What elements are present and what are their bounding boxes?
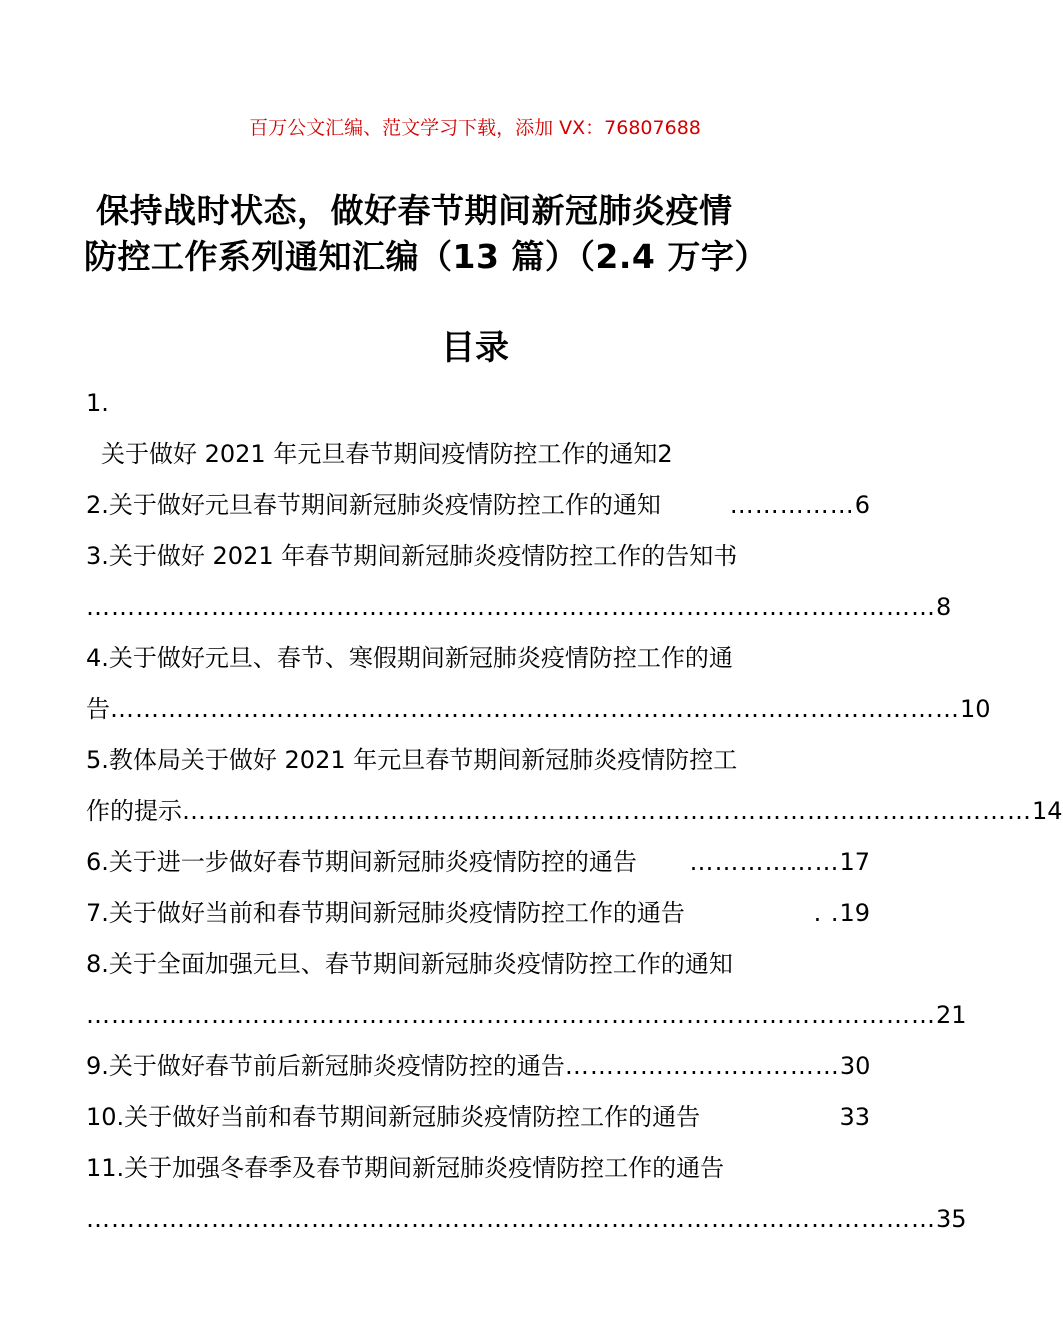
- toc-entry-10[interactable]: [86, 1092, 870, 1143]
- leader-dots: …………………………………………………………………………………………: [86, 593, 936, 621]
- toc-entry-1-number[interactable]: 1.: [86, 389, 109, 417]
- title-line-1: 保持战时状态，做好春节期间新冠肺炎疫情: [96, 191, 733, 230]
- toc-entry-4[interactable]: [86, 633, 870, 684]
- document-title: [84, 188, 874, 280]
- toc-entry-text: 5.教体局关于做好 2021 年元旦春节期间新冠肺炎疫情防控工: [86, 746, 738, 774]
- leader-dots: ……………………………: [564, 1052, 840, 1080]
- leader-dots: …………………………………………………………………………………………: [86, 1205, 936, 1233]
- leader-dots: …………………………………………………………………………………………: [110, 695, 960, 723]
- page-number: 8: [936, 593, 952, 621]
- toc-entry-5-continuation[interactable]: [86, 786, 1063, 837]
- page-number: 17: [839, 848, 870, 876]
- toc-entry-5[interactable]: [86, 735, 870, 786]
- toc-entry-6[interactable]: [86, 837, 870, 888]
- page-number: 35: [936, 1205, 967, 1233]
- toc-entry-text: 9.关于做好春节前后新冠肺炎疫情防控的通告: [86, 1052, 565, 1080]
- toc-entry-3-continuation[interactable]: [86, 582, 952, 633]
- toc-entry-7[interactable]: [86, 888, 870, 939]
- toc-entry-text: 4.关于做好元旦、春节、寒假期间新冠肺炎疫情防控工作的通: [86, 644, 733, 672]
- toc-entry-2[interactable]: [86, 480, 870, 531]
- page-number: 6: [854, 491, 870, 519]
- toc-entry-3[interactable]: [86, 531, 870, 582]
- header-banner: 百万公文汇编、范文学习下载，添加 VX：76807688: [249, 117, 701, 139]
- page-number: 30: [839, 1052, 871, 1080]
- toc-entry-text: 7.关于做好当前和春节期间新冠肺炎疫情防控工作的通告: [86, 899, 685, 927]
- page-number: 10: [960, 695, 991, 723]
- toc-entry-text: 3.关于做好 2021 年春节期间新冠肺炎疫情防控工作的告知书: [86, 542, 738, 570]
- table-of-contents: [86, 378, 1063, 1245]
- toc-entry-text-continued: 作的提示: [86, 797, 182, 825]
- toc-entry-9[interactable]: [86, 1041, 870, 1092]
- page-number: 33: [839, 1103, 870, 1131]
- page-number: 21: [936, 1001, 967, 1029]
- toc-entry-text: 11.关于加强冬春季及春节期间新冠肺炎疫情防控工作的通告: [86, 1154, 725, 1182]
- toc-entry-1[interactable]: 关于做好 2021 年元旦春节期间疫情防控工作的通知2: [101, 440, 673, 468]
- toc-entry-11[interactable]: [86, 1143, 870, 1194]
- toc-entry-text-continued: 告: [86, 695, 110, 723]
- toc-entry-text: 2.关于做好元旦春节期间新冠肺炎疫情防控工作的通知: [86, 491, 661, 519]
- toc-entry-text: 10.关于做好当前和春节期间新冠肺炎疫情防控工作的通告: [86, 1103, 701, 1131]
- leader-dots: . .: [813, 899, 840, 927]
- toc-entry-8[interactable]: [86, 939, 870, 990]
- title-line-2: 防控工作系列通知汇编（13 篇）（2.4 万字）: [84, 237, 768, 276]
- toc-entry-11-continuation[interactable]: [86, 1194, 967, 1245]
- leader-dots: …………………………………………………………………………………………: [182, 797, 1032, 825]
- leader-dots: …………………………………………………………………………………………: [86, 1001, 936, 1029]
- page-number: 14: [1032, 797, 1063, 825]
- toc-entry-4-continuation[interactable]: [86, 684, 991, 735]
- toc-entry-8-continuation[interactable]: [86, 990, 967, 1041]
- toc-entry-text: 6.关于进一步做好春节期间新冠肺炎疫情防控的通告: [86, 848, 637, 876]
- page-number: 19: [839, 899, 870, 927]
- leader-dots: ……………: [729, 491, 855, 519]
- toc-heading: 目录: [441, 328, 509, 368]
- toc-entry-text: 8.关于全面加强元旦、春节期间新冠肺炎疫情防控工作的通知: [86, 950, 733, 978]
- leader-dots: ………………: [689, 848, 840, 876]
